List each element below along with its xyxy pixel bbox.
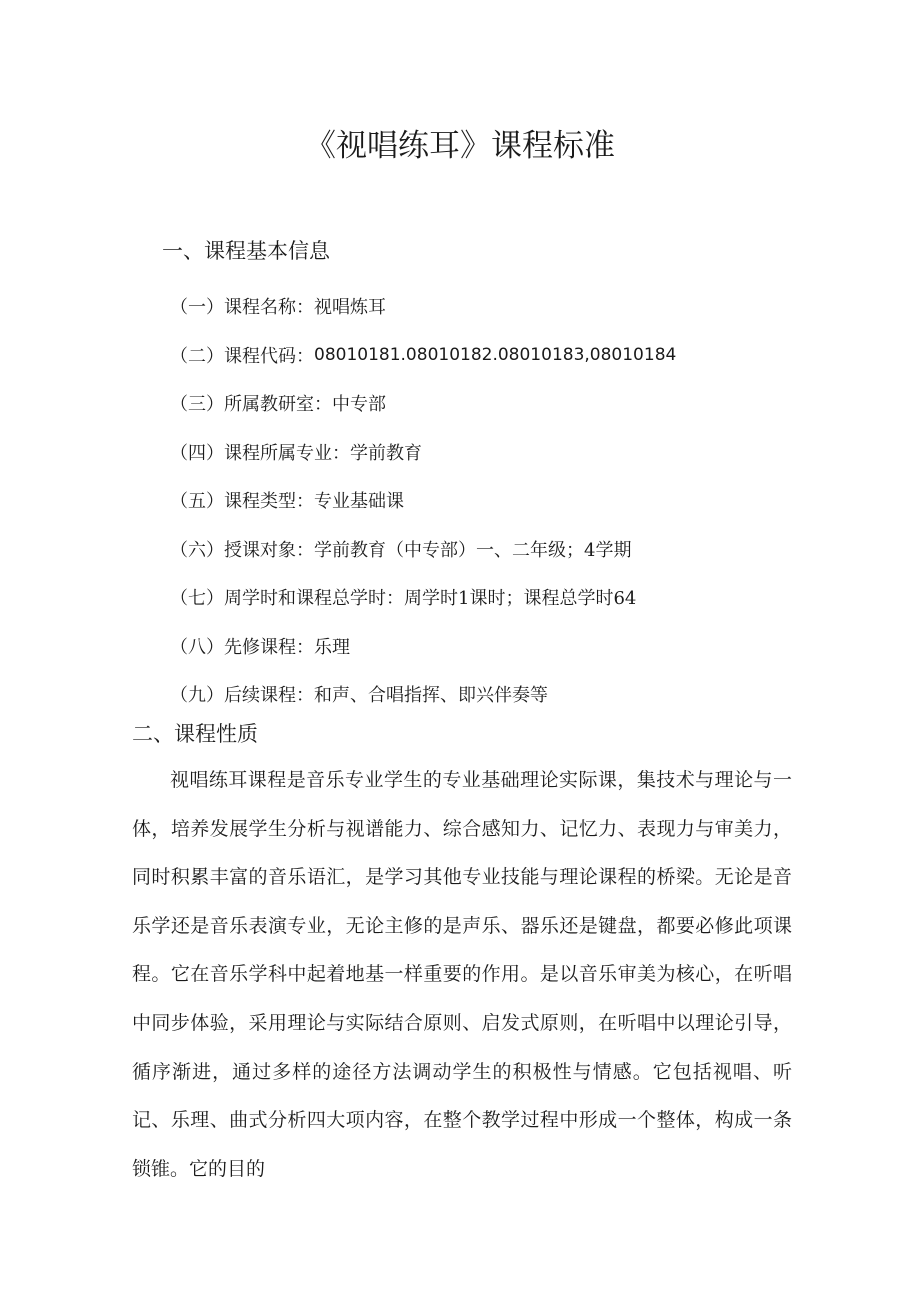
item-number: （五）	[170, 491, 224, 513]
item-value: 乐理	[314, 636, 350, 658]
item-value: 学前教育（中专部）一、二年级；4学期	[314, 539, 632, 561]
item-value: 和声、合唱指挥、即兴伴奏等	[314, 685, 548, 707]
item-value: 专业基础课	[314, 491, 404, 513]
item-label: 后续课程：	[224, 685, 314, 707]
item-label: 先修课程：	[224, 636, 314, 658]
info-item-course-code	[170, 331, 676, 380]
item-number: （九）	[170, 685, 224, 707]
info-item-course-name	[170, 282, 676, 331]
document-title: 《视唱练耳》课程标准	[305, 128, 615, 164]
item-number: （二）	[170, 345, 224, 367]
item-number: （八）	[170, 636, 224, 658]
info-item-prerequisite	[170, 622, 676, 671]
item-number: （四）	[170, 442, 224, 464]
item-number: （七）	[170, 588, 224, 610]
info-item-follow-up	[170, 670, 676, 719]
item-label: 所属教研室：	[224, 394, 332, 416]
item-value: 周学时1课时；课程总学时64	[404, 588, 637, 610]
course-info-list	[170, 282, 676, 719]
info-item-audience	[170, 525, 676, 574]
item-value: 中专部	[332, 394, 386, 416]
info-item-department	[170, 379, 676, 428]
info-item-hours	[170, 573, 676, 622]
section-heading-course-nature: 二、课程性质	[132, 722, 258, 746]
info-item-major	[170, 428, 676, 477]
item-value: 08010181.08010182.08010183,08010184	[314, 344, 677, 365]
item-label: 课程代码：	[224, 345, 314, 367]
info-item-course-type	[170, 476, 676, 525]
item-label: 课程名称：	[224, 297, 314, 319]
item-label: 周学时和课程总学时：	[224, 588, 404, 610]
item-number: （一）	[170, 297, 224, 319]
item-label: 课程所属专业：	[224, 442, 350, 464]
item-label: 课程类型：	[224, 491, 314, 513]
section-heading-basic-info: 一、课程基本信息	[162, 239, 330, 263]
course-nature-paragraph: 视唱练耳课程是音乐专业学生的专业基础理论实际课，集技术与理论与一体，培养发展学生分析与视谱能力、综合感知力、记忆力、表现力与审美力，同时积累丰富的音乐语汇，是学习其他专业技能与理论课程的桥梁。无论是音乐学还是音乐表演专业，无论主修的是声乐、器乐还是键盘，都要必修此项课程。它在音乐学科中起着地基一样重要的作用。是以音乐审美为核心，在听唱中同步体验，采用理论与实际结合原则、启发式原则，在听唱中以理论引导，循序渐进，通过多样的途径方法调动学生的积极性与情感。它包括视唱、听记、乐理、曲式分析四大项内容，在整个教学过程中形成一个整体，构成一条锁锥。它的目的	[132, 769, 792, 1180]
item-number: （六）	[170, 539, 224, 561]
item-value: 视唱炼耳	[314, 297, 386, 319]
item-number: （三）	[170, 394, 224, 416]
item-value: 学前教育	[350, 442, 422, 464]
item-label: 授课对象：	[224, 539, 314, 561]
